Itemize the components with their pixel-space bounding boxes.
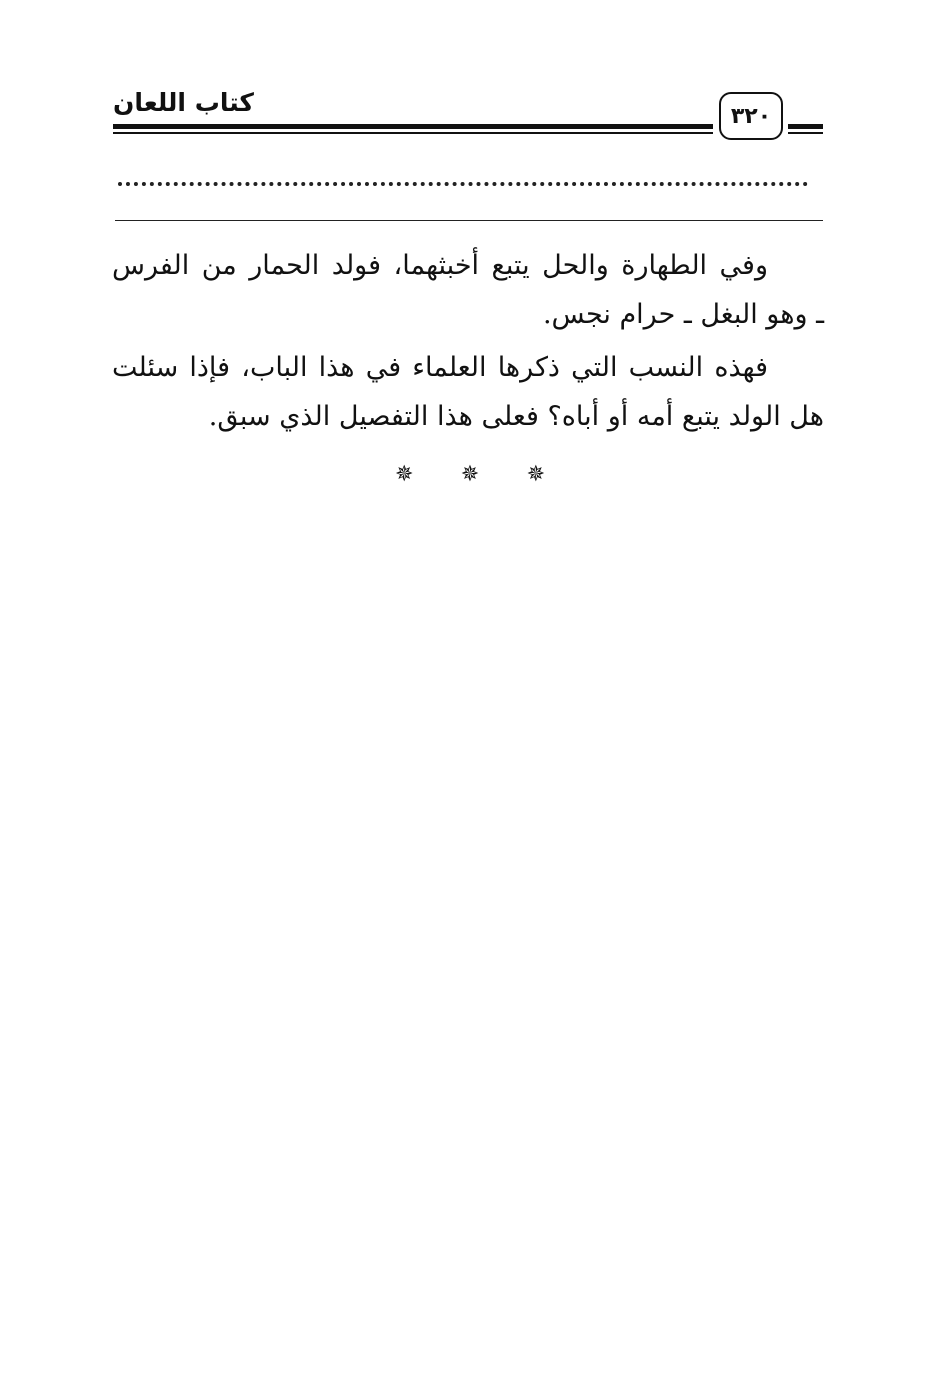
paragraph-1: [112, 241, 824, 339]
header-rule-right-thick: [788, 124, 823, 129]
footnote-separator: [115, 220, 823, 221]
header-rule-thick: [113, 124, 713, 129]
paragraph-2-line-1: فهذه النسب التي ذكرها العلماء في هذا الباب، فإذا سئلت: [112, 352, 768, 383]
header-rule-thin: [113, 132, 713, 134]
paragraph-2-line-2: هل الولد يتبع أمه أو أباه؟ فعلى هذا التفصيل الذي سبق.: [208, 401, 824, 432]
footnote-dotted-line: [118, 182, 808, 186]
floral-star-icon: ✵: [526, 462, 545, 487]
paragraph-1-line-2: ـ وهو البغل ـ حرام نجس.: [542, 299, 824, 330]
floral-star-icon: ✵: [460, 462, 480, 487]
header-rule-right-thin: [788, 132, 823, 134]
page-number: ٣٢٠: [719, 92, 783, 140]
paragraph-1-line-1: وفي الطهارة والحل يتبع أخبثهما، فولد الحمار من الفرس: [112, 250, 768, 281]
section-end-ornament: [395, 462, 545, 487]
page-header: [113, 82, 823, 144]
paragraph-2: [112, 343, 824, 441]
floral-star-icon: ✵: [395, 462, 414, 487]
book-title: كتاب اللعان: [113, 88, 254, 117]
